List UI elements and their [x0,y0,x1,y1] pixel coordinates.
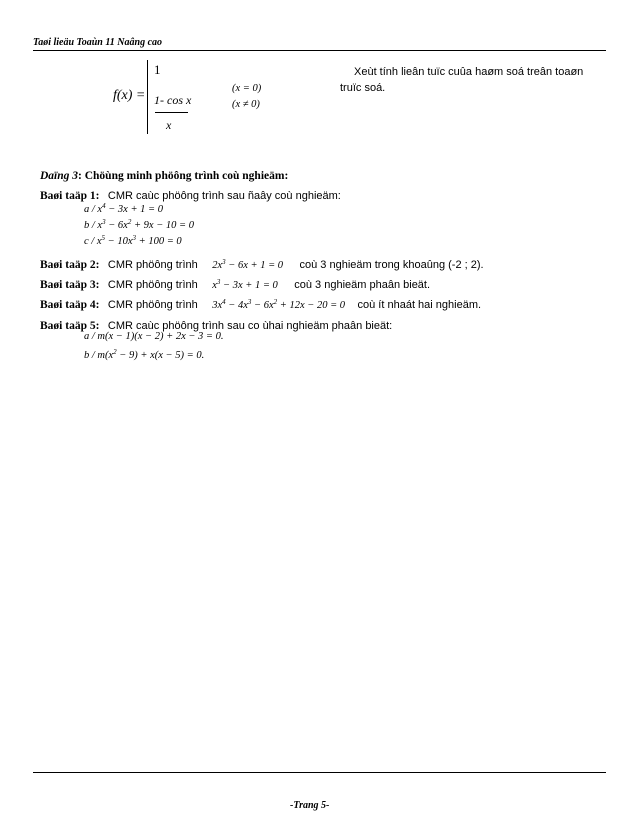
exercise-2-text: CMR phöông trình [107,259,198,271]
section-label: Daïng 3 [40,170,79,182]
exercise-5-label: Baøi taäp 5: [40,320,100,332]
page-header-title: Taøi lieäu Toaùn 11 Naâng cao [33,37,163,48]
case1-value: 1 [154,62,161,77]
exercise-4-label: Baøi taäp 4: [40,299,100,311]
condition-2: (x ≠ 0) [232,99,260,110]
exercise-4-tail: coù ít nhaát hai nghieäm. [357,299,482,311]
exercise-2 [40,255,484,273]
exercise-5-text: CMR caùc phöông trình sau co ùhai nghieäm phaân bieät: [107,320,393,332]
footer-rule [33,772,606,773]
exercise-4 [40,295,481,313]
exercise-1-eq-b: $b / x^3 - 6x^2 + 9x - 10 = 0$ [84,218,194,231]
header-rule [33,50,606,51]
exercise-5-eq-b: $b / m(x^2 - 9) + x(x - 5) = 0$. [84,348,205,361]
exercise-1-text: CMR caùc phöông trình sau ñaây coù nghieäm: [107,190,341,202]
page-number: -Trang 5- [290,800,330,811]
piecewise-brace [147,60,151,134]
exercise-4-equation: $3x^4 - 4x^3 - 6x^2 + 12x - 20 = 0$ [212,298,346,311]
function-lhs: f(x) = [113,88,146,103]
exercise-1-eq-a: $a / x^4 - 3x + 1 = 0$ [84,202,163,215]
section-title: : Chöùng minh phöông trình coù nghieäm: [78,170,289,182]
exercise-3-equation: $x^3 - 3x + 1 = 0$ [212,278,278,291]
function-note-line1: Xeùt tính lieân tuïc cuûa haøm soá treân toaøn [354,66,584,78]
section-heading [40,170,288,182]
case2-numerator: 1- cos x [154,93,192,107]
exercise-3-tail: coù 3 nghieäm phaân bieät. [294,279,431,291]
exercise-2-equation: $2x^3 - 6x + 1 = 0$ [212,258,284,271]
exercise-2-tail: coù 3 nghieäm trong khoaûng (-2 ; 2). [299,259,484,271]
function-note-line2: truïc soá. [340,82,386,94]
condition-1: (x = 0) [232,83,262,94]
fraction-bar [155,112,188,113]
exercise-3 [40,275,430,293]
exercise-2-label: Baøi taäp 2: [40,259,100,271]
exercise-5-eq-a: a / m(x − 1)(x − 2) + 2x − 3 = 0. [84,331,224,342]
exercise-1-eq-c: $c / x^5 - 10x^3 + 100 = 0$ [84,234,182,247]
case2-denominator: x [166,118,172,132]
exercise-1-label: Baøi taäp 1: [40,190,100,202]
exercise-4-text: CMR phöông trình [107,299,198,311]
exercise-3-label: Baøi taäp 3: [40,279,100,291]
exercise-3-text: CMR phöông trình [107,279,198,291]
